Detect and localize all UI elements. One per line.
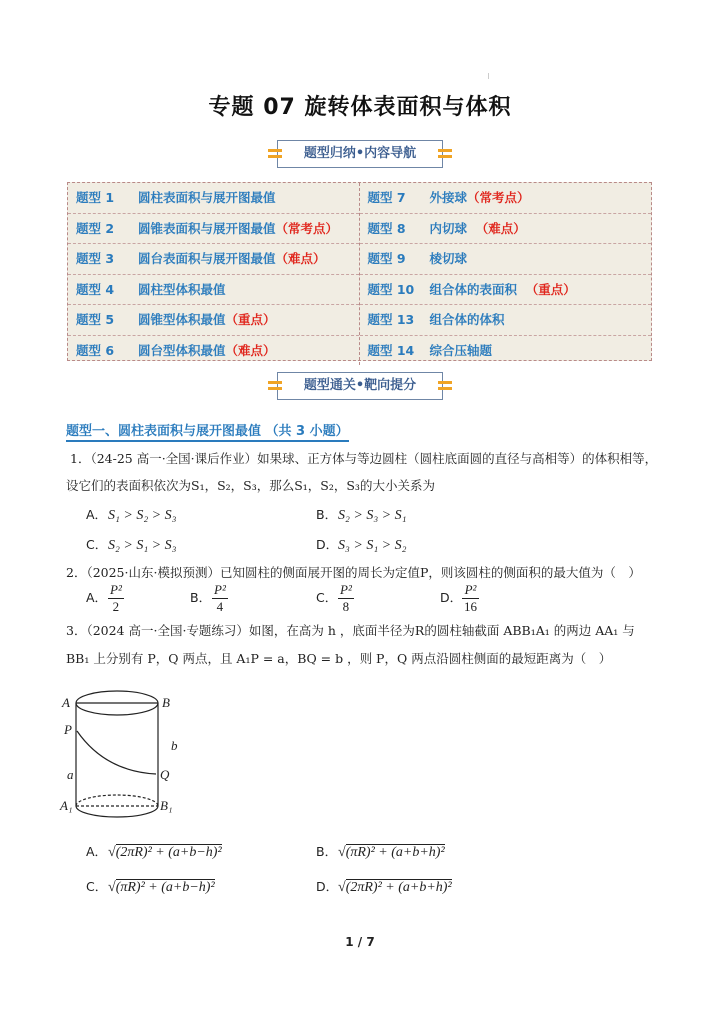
sqrt-expression: √(πR)² + (a+b+h)² bbox=[338, 845, 445, 860]
option-key: C． bbox=[316, 590, 338, 605]
topic-title: 圆柱表面积与展开图最值 bbox=[138, 190, 276, 205]
option-key: D． bbox=[316, 537, 339, 552]
option-a[interactable] bbox=[86, 842, 222, 861]
topic-number: 题型 3 bbox=[76, 251, 115, 266]
topic-tag: （常考点） bbox=[275, 220, 339, 236]
fraction bbox=[212, 582, 228, 615]
radicand: (πR)² + (a+b+h)² bbox=[345, 845, 445, 860]
option-key: D． bbox=[316, 879, 339, 894]
topic-item[interactable] bbox=[360, 305, 652, 336]
question-3-text-line1: 3．（2024 高一·全国·专题练习）如图，在高为 h ，底面半径为R的圆柱轴截面 ABB₁A₁ 的两边 AA₁ 与 bbox=[66, 623, 635, 638]
fraction bbox=[338, 582, 354, 615]
topic-item[interactable] bbox=[68, 244, 359, 275]
topic-tag: （难点） bbox=[225, 342, 276, 358]
topic-tag: （重点） bbox=[225, 312, 276, 327]
radicand: (2πR)² + (a+b+h)² bbox=[345, 880, 452, 895]
topic-title: 圆台型体积最值 bbox=[138, 342, 226, 358]
option-c[interactable] bbox=[316, 582, 354, 615]
banner-decoration-icon bbox=[438, 380, 452, 391]
topic-item[interactable] bbox=[360, 336, 652, 366]
topic-navigation-table bbox=[67, 182, 652, 361]
topic-item[interactable] bbox=[68, 214, 359, 245]
numerator: P² bbox=[214, 582, 226, 597]
banner-label: 题型归纳•内容导航 bbox=[303, 146, 417, 161]
option-b[interactable] bbox=[316, 505, 407, 524]
option-c[interactable] bbox=[86, 535, 177, 554]
cylinder-figure bbox=[58, 684, 198, 819]
label-side-a: a bbox=[67, 767, 74, 782]
topic-title: 组合体的表面积 bbox=[429, 281, 518, 297]
sqrt-expression: √(2πR)² + (a+b−h)² bbox=[108, 845, 222, 860]
sqrt-expression: √(πR)² + (a+b−h)² bbox=[108, 880, 215, 895]
topic-number: 题型 8 bbox=[367, 220, 406, 236]
topic-title: 内切球 bbox=[429, 220, 468, 236]
topic-title: 外接球 bbox=[429, 190, 468, 205]
topic-number: 题型 7 bbox=[367, 190, 406, 205]
option-value: S₂ > S₃ > S₁ bbox=[338, 508, 407, 523]
topic-column-right bbox=[360, 183, 652, 365]
topic-title: 综合压轴题 bbox=[429, 342, 493, 358]
sqrt-expression: √(2πR)² + (a+b+h)² bbox=[338, 880, 452, 895]
radicand: (2πR)² + (a+b−h)² bbox=[115, 845, 222, 860]
topic-item[interactable] bbox=[68, 183, 359, 214]
topic-tag: （难点） bbox=[467, 220, 526, 236]
option-d[interactable] bbox=[316, 535, 407, 554]
label-a: A bbox=[62, 695, 70, 710]
option-key: C． bbox=[86, 879, 108, 894]
page-number: 1 / 7 bbox=[345, 935, 375, 949]
topic-number: 题型 4 bbox=[76, 281, 115, 297]
option-a[interactable] bbox=[86, 505, 177, 524]
topic-item[interactable] bbox=[360, 183, 652, 214]
scan-mark bbox=[488, 73, 489, 79]
topic-number: 题型 13 bbox=[367, 312, 415, 327]
denominator: 2 bbox=[112, 599, 120, 614]
topic-number: 题型 6 bbox=[76, 342, 115, 358]
option-key: B． bbox=[190, 590, 212, 605]
bottom-front-arc bbox=[76, 806, 158, 817]
option-a[interactable] bbox=[86, 582, 124, 615]
bottom-back-arc bbox=[76, 795, 158, 806]
label-b: B bbox=[162, 695, 170, 710]
section-heading: 题型一、圆柱表面积与展开图最值 （共 3 小题） bbox=[66, 424, 349, 442]
option-key: A． bbox=[86, 844, 108, 859]
option-value: S₂ > S₁ > S₃ bbox=[108, 538, 177, 553]
topic-tag: （重点） bbox=[517, 281, 576, 297]
option-key: A． bbox=[86, 507, 108, 522]
topic-item[interactable] bbox=[68, 275, 359, 306]
topic-title: 圆锥表面积与展开图最值 bbox=[138, 220, 276, 236]
numerator: P² bbox=[462, 582, 479, 599]
option-value: S₁ > S₂ > S₃ bbox=[108, 508, 177, 523]
numerator: P² bbox=[110, 582, 122, 597]
option-c[interactable] bbox=[86, 877, 215, 896]
banner-decoration-icon bbox=[268, 380, 282, 391]
question-3-text-line2: BB₁ 上分别有 P，Q 两点，且 A₁P = a，BQ = b ，则 P，Q 两点沿圆柱侧面的最短距离为（ ） bbox=[66, 651, 612, 666]
topic-item[interactable] bbox=[360, 275, 652, 306]
banner-label: 题型通关•靶向提分 bbox=[303, 378, 417, 393]
topic-tag: （难点） bbox=[275, 251, 326, 266]
topic-number: 题型 5 bbox=[76, 312, 115, 327]
option-b[interactable] bbox=[316, 842, 445, 861]
option-key: B． bbox=[316, 844, 338, 859]
question-1-text-line2: 设它们的表面积依次为S₁，S₂，S₃，那么S₁，S₂，S₃的大小关系为 bbox=[66, 478, 435, 493]
question-2-text: 2．（2025·山东·模拟预测）已知圆柱的侧面展开图的周长为定值P，则该圆柱的侧面积的最大值为（ ） bbox=[66, 565, 641, 580]
option-b[interactable] bbox=[190, 582, 228, 615]
banner-decoration-icon bbox=[438, 148, 452, 159]
banner-decoration-icon bbox=[268, 148, 282, 159]
topic-title: 圆柱型体积最值 bbox=[138, 281, 226, 297]
label-side-b: b bbox=[171, 738, 178, 753]
path-pq bbox=[77, 731, 156, 774]
option-key: C． bbox=[86, 537, 108, 552]
option-key: A． bbox=[86, 590, 108, 605]
option-d[interactable] bbox=[440, 582, 479, 615]
question-1-text-line1: 1．（24-25 高一·全国·课后作业）如果球、正方体与等边圆柱（圆柱底面圆的直径与高相等）的体积相等， bbox=[70, 451, 658, 466]
topic-number: 题型 9 bbox=[367, 251, 406, 266]
label-b1: B₁ bbox=[160, 798, 173, 813]
banner-content-navigation bbox=[277, 140, 443, 168]
topic-item[interactable] bbox=[360, 244, 652, 275]
denominator: 16 bbox=[464, 599, 477, 614]
topic-title: 棱切球 bbox=[429, 251, 468, 266]
label-a1: A₁ bbox=[60, 798, 73, 813]
topic-item[interactable] bbox=[360, 214, 652, 245]
topic-number: 题型 10 bbox=[367, 281, 415, 297]
fraction bbox=[462, 582, 479, 615]
topic-column-left bbox=[68, 183, 360, 365]
option-value: S₃ > S₁ > S₂ bbox=[338, 538, 407, 553]
topic-title: 圆台表面积与展开图最值 bbox=[138, 251, 276, 266]
option-d[interactable] bbox=[316, 877, 452, 896]
topic-item[interactable] bbox=[68, 336, 359, 366]
topic-item[interactable] bbox=[68, 305, 359, 336]
banner-practice bbox=[277, 372, 443, 400]
topic-number: 题型 2 bbox=[76, 220, 115, 236]
option-key: D． bbox=[440, 590, 463, 605]
denominator: 4 bbox=[216, 599, 224, 614]
topic-number: 题型 14 bbox=[367, 342, 415, 358]
label-p: P bbox=[64, 722, 72, 737]
fraction bbox=[108, 582, 124, 615]
numerator: P² bbox=[340, 582, 352, 597]
denominator: 8 bbox=[342, 599, 350, 614]
topic-title: 圆锥型体积最值 bbox=[138, 312, 226, 327]
topic-tag: （常考点） bbox=[467, 190, 530, 205]
label-q: Q bbox=[160, 767, 170, 782]
option-key: B． bbox=[316, 507, 338, 522]
topic-title: 组合体的体积 bbox=[429, 312, 505, 327]
radicand: (πR)² + (a+b−h)² bbox=[115, 880, 215, 895]
page-title: 专题 07 旋转体表面积与体积 bbox=[208, 95, 512, 120]
topic-number: 题型 1 bbox=[76, 190, 115, 205]
